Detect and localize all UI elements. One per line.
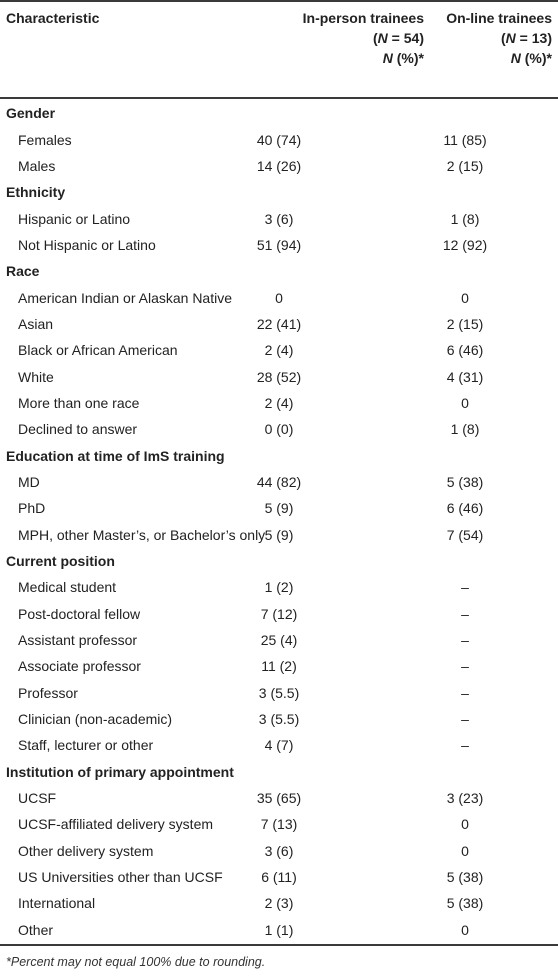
section-row: [0, 548, 558, 574]
table-row: [0, 864, 558, 890]
row-label: Assistant professor: [18, 632, 138, 649]
in-person-value: 40 (74): [256, 131, 302, 148]
in-person-value: 7 (13): [260, 816, 298, 833]
header-online-title: On-line trainees: [446, 10, 552, 26]
top-rule: [0, 0, 558, 2]
online-value: 6 (46): [446, 342, 484, 359]
row-label: American Indian or Alaskan Native: [18, 289, 232, 306]
row-label: Asian: [18, 315, 54, 332]
row-label: UCSF: [18, 790, 57, 807]
in-person-value: 2 (3): [264, 895, 294, 912]
row-label: Medical student: [18, 579, 117, 596]
online-value: 2 (15): [446, 315, 484, 332]
data-table: [0, 100, 558, 943]
in-person-value: 28 (52): [256, 368, 302, 385]
section-row: [0, 179, 558, 205]
online-value: –: [461, 658, 469, 675]
row-label: Declined to answer: [18, 421, 138, 438]
header-online-sub: N (%)*: [510, 50, 552, 66]
in-person-value: 3 (5.5): [258, 711, 300, 728]
in-person-value: 2 (4): [264, 394, 294, 411]
header-in-person-n: (N = 54): [373, 30, 424, 46]
table-row: [0, 363, 558, 389]
row-label: Associate professor: [18, 658, 141, 675]
section-label: Gender: [6, 105, 56, 122]
row-label: Males: [18, 157, 56, 174]
header-online-n: (N = 13): [501, 30, 552, 46]
online-value: –: [461, 579, 469, 596]
in-person-value: 7 (12): [260, 605, 298, 622]
section-row: [0, 759, 558, 785]
online-value: –: [461, 605, 469, 622]
table-row: [0, 627, 558, 653]
section-row: [0, 258, 558, 284]
online-value: 0: [461, 394, 469, 411]
row-label: Hispanic or Latino: [18, 210, 131, 227]
online-value: 2 (15): [446, 157, 484, 174]
table-row: [0, 495, 558, 521]
table-body: [0, 100, 558, 943]
table-row: [0, 205, 558, 231]
table-row: [0, 153, 558, 179]
row-label: MPH, other Master’s, or Bachelor’s only: [18, 526, 266, 543]
table-row: [0, 706, 558, 732]
in-person-value: 4 (7): [264, 737, 294, 754]
table-row: [0, 601, 558, 627]
in-person-value: 1 (1): [264, 921, 294, 938]
in-person-value: 1 (2): [264, 579, 294, 596]
table-row: [0, 811, 558, 837]
table-row: [0, 390, 558, 416]
table-row: [0, 416, 558, 442]
online-value: 3 (23): [446, 790, 484, 807]
row-label: Other delivery system: [18, 842, 154, 859]
in-person-value: 0 (0): [264, 421, 294, 438]
table-row: [0, 680, 558, 706]
header-in-person: [303, 8, 424, 68]
row-label: UCSF-affiliated delivery system: [18, 816, 214, 833]
online-value: 1 (8): [450, 210, 480, 227]
in-person-value: 3 (6): [264, 842, 294, 859]
header-online: [446, 8, 552, 68]
table-row: [0, 232, 558, 258]
row-label: More than one race: [18, 394, 140, 411]
header-in-person-sub: N (%)*: [382, 50, 424, 66]
table-row: [0, 785, 558, 811]
table-row: [0, 469, 558, 495]
online-value: 4 (31): [446, 368, 484, 385]
bottom-rule: [0, 944, 558, 946]
online-value: 0: [461, 842, 469, 859]
in-person-value: 22 (41): [256, 315, 302, 332]
table-row: [0, 574, 558, 600]
in-person-value: 35 (65): [256, 790, 302, 807]
online-value: 11 (85): [443, 131, 487, 148]
row-label: MD: [18, 473, 40, 490]
table-row: [0, 890, 558, 916]
table-row: [0, 917, 558, 943]
online-value: 7 (54): [446, 526, 484, 543]
online-value: 5 (38): [446, 869, 484, 886]
section-label: Current position: [6, 553, 115, 570]
online-value: 0: [461, 921, 469, 938]
online-value: 5 (38): [446, 473, 484, 490]
row-label: Post-doctoral fellow: [18, 605, 141, 622]
in-person-value: 5 (9): [264, 500, 294, 517]
in-person-value: 5 (9): [264, 526, 294, 543]
table-row: [0, 126, 558, 152]
in-person-value: 0: [275, 289, 283, 306]
row-label: PhD: [18, 500, 46, 517]
online-value: 6 (46): [446, 500, 484, 517]
table-row: [0, 522, 558, 548]
section-label: Institution of primary appointment: [6, 763, 234, 780]
row-label: Staff, lecturer or other: [18, 737, 154, 754]
row-label: Professor: [18, 684, 78, 701]
row-label: White: [18, 368, 54, 385]
online-value: –: [461, 684, 469, 701]
online-value: 0: [461, 289, 469, 306]
section-row: [0, 442, 558, 468]
in-person-value: 25 (4): [260, 632, 298, 649]
table-row: [0, 311, 558, 337]
online-value: 5 (38): [446, 895, 484, 912]
online-value: –: [461, 737, 469, 754]
section-label: Education at time of ImS training: [6, 447, 225, 464]
table-row: [0, 653, 558, 679]
table-row: [0, 732, 558, 758]
online-value: 0: [461, 816, 469, 833]
header-characteristic: Characteristic: [6, 10, 100, 26]
in-person-value: 14 (26): [256, 157, 302, 174]
in-person-value: 2 (4): [264, 342, 294, 359]
in-person-value: 51 (94): [256, 236, 302, 253]
online-value: –: [461, 632, 469, 649]
footnote: *Percent may not equal 100% due to rounding.: [6, 955, 266, 969]
section-label: Race: [6, 263, 40, 280]
online-value: 1 (8): [450, 421, 480, 438]
online-value: 12 (92): [442, 236, 488, 253]
table-row: [0, 838, 558, 864]
row-label: Females: [18, 131, 72, 148]
header-in-person-title: In-person trainees: [302, 10, 424, 26]
row-label: Other: [18, 921, 54, 938]
row-label: Black or African American: [18, 342, 178, 359]
row-label: Clinician (non-academic): [18, 711, 173, 728]
in-person-value: 3 (5.5): [258, 684, 300, 701]
table-row: [0, 284, 558, 310]
in-person-value: 11 (2): [261, 658, 297, 675]
table-row: [0, 337, 558, 363]
row-label: Not Hispanic or Latino: [18, 236, 156, 253]
section-label: Ethnicity: [6, 184, 66, 201]
header-rule: [0, 97, 558, 99]
in-person-value: 3 (6): [264, 210, 294, 227]
online-value: –: [461, 711, 469, 728]
in-person-value: 6 (11): [261, 869, 297, 886]
row-label: International: [18, 895, 96, 912]
section-row: [0, 100, 558, 126]
row-label: US Universities other than UCSF: [18, 869, 223, 886]
in-person-value: 44 (82): [256, 473, 302, 490]
